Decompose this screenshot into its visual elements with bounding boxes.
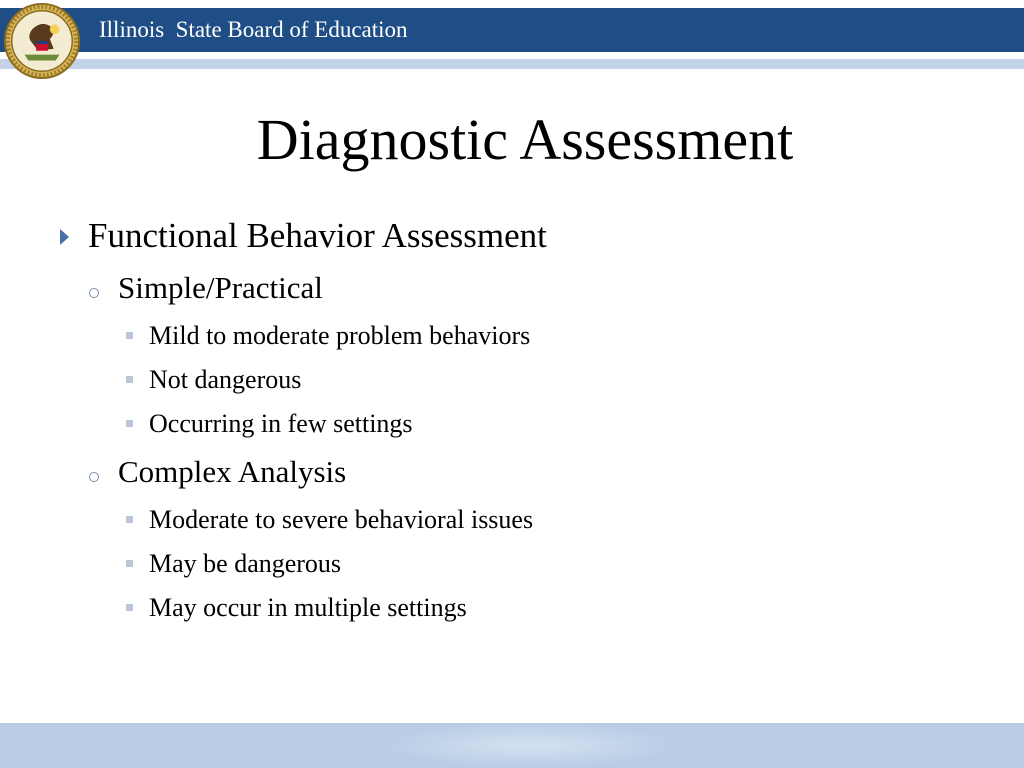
bullet-level1: Functional Behavior Assessment bbox=[88, 216, 547, 255]
state-seal-icon bbox=[3, 2, 81, 80]
bullet-level3: Not dangerous bbox=[149, 365, 302, 394]
square-bullet-icon bbox=[126, 604, 133, 611]
organization-name: Illinois State Board of Education bbox=[99, 17, 408, 42]
circle-bullet-icon bbox=[89, 472, 99, 482]
triangle-bullet-icon bbox=[60, 229, 69, 245]
bullet-level3: Moderate to severe behavioral issues bbox=[149, 505, 534, 534]
bullet-level3: May be dangerous bbox=[149, 549, 342, 578]
bullet-level3: Occurring in few settings bbox=[149, 409, 413, 438]
square-bullet-icon bbox=[126, 516, 133, 523]
square-bullet-icon bbox=[126, 376, 133, 383]
footer-decoration bbox=[380, 723, 680, 768]
square-bullet-icon bbox=[126, 332, 133, 339]
bullet-level3: Mild to moderate problem behaviors bbox=[149, 321, 531, 350]
slide-title: Diagnostic Assessment bbox=[256, 107, 794, 172]
bullet-level2: Complex Analysis bbox=[118, 454, 347, 489]
bullet-level2: Simple/Practical bbox=[118, 270, 323, 305]
square-bullet-icon bbox=[126, 560, 133, 567]
circle-bullet-icon bbox=[89, 288, 99, 298]
header-stripe bbox=[0, 59, 1024, 69]
square-bullet-icon bbox=[126, 420, 133, 427]
bullet-level3: May occur in multiple settings bbox=[149, 593, 467, 622]
